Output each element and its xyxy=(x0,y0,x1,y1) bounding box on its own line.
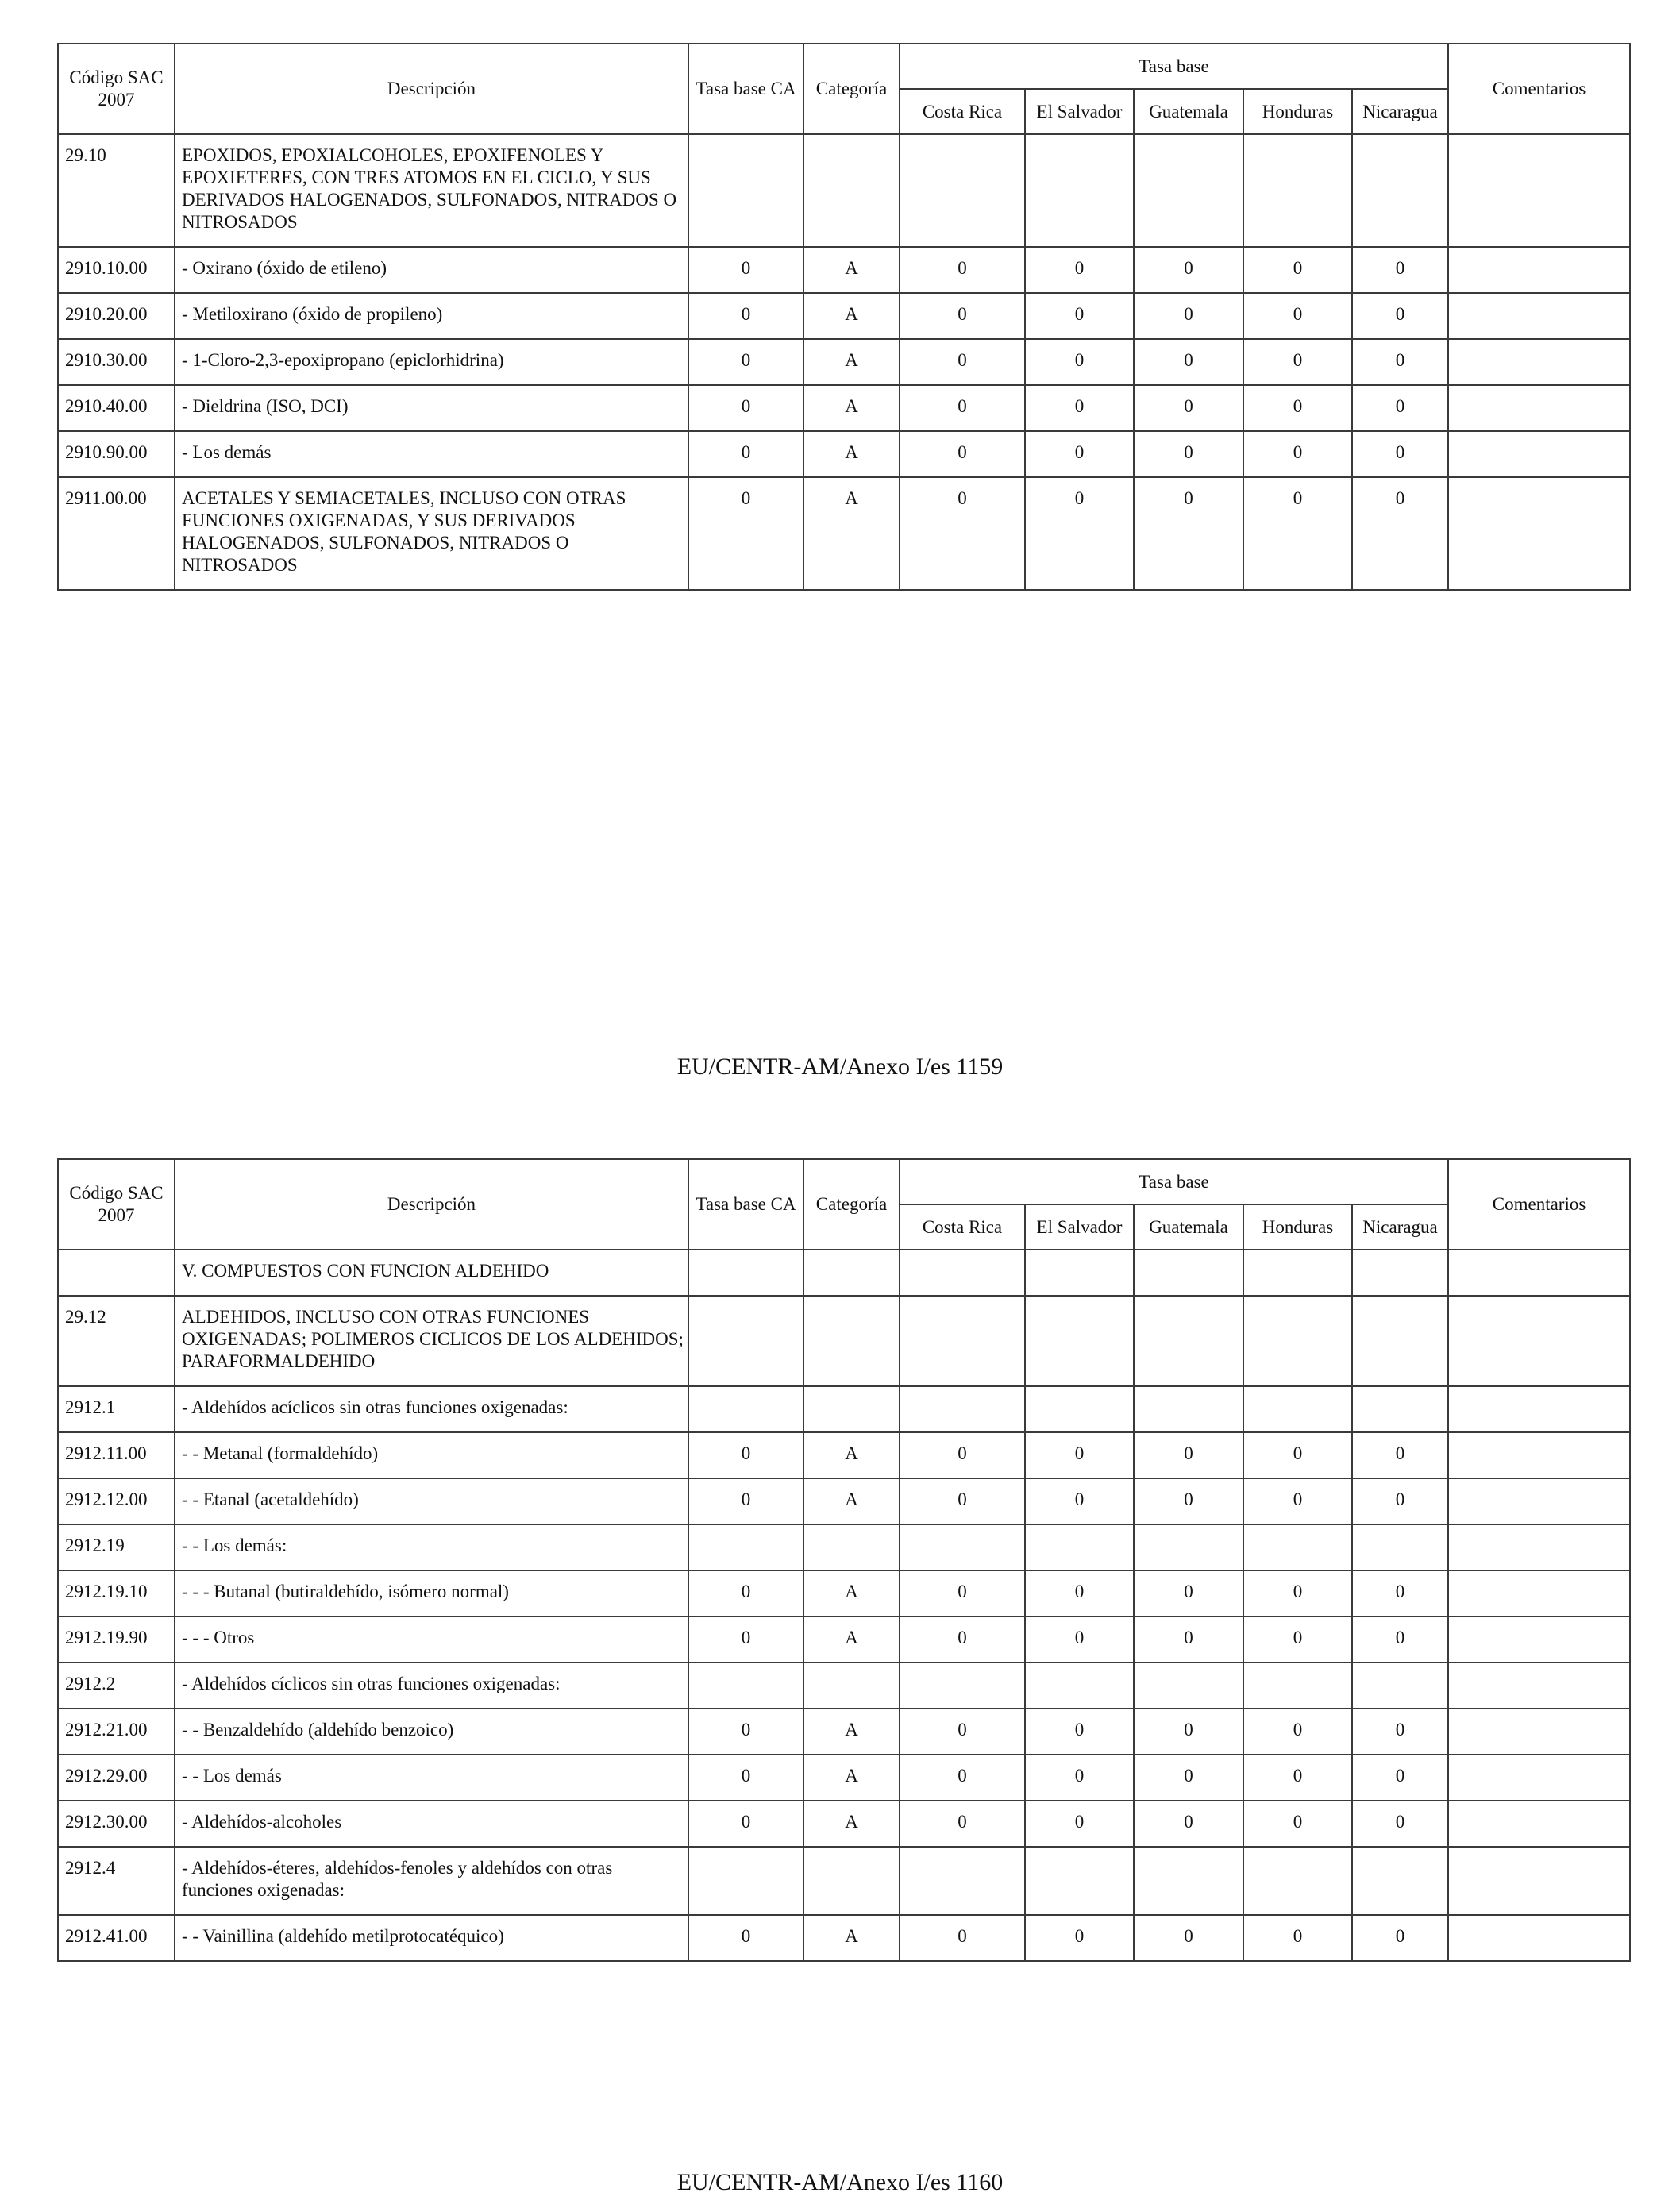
table-row xyxy=(58,431,1630,477)
table-row xyxy=(58,1915,1630,1961)
cell-codigo: 2910.90.00 xyxy=(58,431,175,477)
cell-nicaragua xyxy=(1352,1847,1448,1915)
cell-categoria: A xyxy=(803,293,900,339)
cell-honduras: 0 xyxy=(1243,293,1352,339)
table-row xyxy=(58,1570,1630,1616)
cell-el-salvador xyxy=(1025,1847,1134,1915)
cell-categoria xyxy=(803,1250,900,1296)
header-descripcion: Descripción xyxy=(175,1159,688,1250)
cell-honduras: 0 xyxy=(1243,1432,1352,1478)
cell-guatemala: 0 xyxy=(1134,1755,1243,1801)
cell-tasa-base-ca xyxy=(688,1386,803,1432)
cell-categoria xyxy=(803,1847,900,1915)
cell-categoria: A xyxy=(803,339,900,385)
table-row xyxy=(58,1524,1630,1570)
cell-codigo: 2912.30.00 xyxy=(58,1801,175,1847)
cell-comentarios xyxy=(1448,477,1630,590)
cell-nicaragua: 0 xyxy=(1352,1755,1448,1801)
cell-codigo: 2912.1 xyxy=(58,1386,175,1432)
cell-comentarios xyxy=(1448,134,1630,247)
cell-categoria: A xyxy=(803,1570,900,1616)
cell-honduras xyxy=(1243,1847,1352,1915)
header-tasa-base: Tasa base xyxy=(900,1159,1448,1204)
cell-guatemala: 0 xyxy=(1134,1616,1243,1663)
cell-costa-rica: 0 xyxy=(900,1432,1025,1478)
cell-el-salvador: 0 xyxy=(1025,385,1134,431)
header-nicaragua: Nicaragua xyxy=(1352,89,1448,134)
cell-guatemala: 0 xyxy=(1134,385,1243,431)
cell-tasa-base-ca: 0 xyxy=(688,431,803,477)
cell-tasa-base-ca: 0 xyxy=(688,1709,803,1755)
cell-nicaragua: 0 xyxy=(1352,1915,1448,1961)
cell-codigo: 2912.19.10 xyxy=(58,1570,175,1616)
cell-honduras: 0 xyxy=(1243,1570,1352,1616)
cell-el-salvador: 0 xyxy=(1025,1709,1134,1755)
page-number: EU/CENTR-AM/Anexo I/es 1159 xyxy=(676,1054,1004,1080)
table-row xyxy=(58,385,1630,431)
cell-codigo: 2912.4 xyxy=(58,1847,175,1915)
cell-costa-rica: 0 xyxy=(900,247,1025,293)
cell-honduras: 0 xyxy=(1243,431,1352,477)
cell-descripcion: - Metiloxirano (óxido de propileno) xyxy=(175,293,688,339)
cell-tasa-base-ca: 0 xyxy=(688,477,803,590)
cell-nicaragua: 0 xyxy=(1352,1709,1448,1755)
header-honduras: Honduras xyxy=(1243,1204,1352,1250)
cell-descripcion: - - Los demás: xyxy=(175,1524,688,1570)
cell-guatemala: 0 xyxy=(1134,1915,1243,1961)
cell-codigo: 2912.21.00 xyxy=(58,1709,175,1755)
cell-comentarios xyxy=(1448,1801,1630,1847)
cell-costa-rica: 0 xyxy=(900,1801,1025,1847)
cell-descripcion: - 1-Cloro-2,3-epoxipropano (epiclorhidrina) xyxy=(175,339,688,385)
cell-tasa-base-ca: 0 xyxy=(688,293,803,339)
cell-costa-rica: 0 xyxy=(900,385,1025,431)
cell-comentarios xyxy=(1448,1250,1630,1296)
cell-tasa-base-ca xyxy=(688,1250,803,1296)
cell-el-salvador xyxy=(1025,134,1134,247)
header-costa-rica: Costa Rica xyxy=(900,89,1025,134)
cell-comentarios xyxy=(1448,1570,1630,1616)
cell-nicaragua: 0 xyxy=(1352,1616,1448,1663)
cell-costa-rica: 0 xyxy=(900,1478,1025,1524)
cell-honduras xyxy=(1243,134,1352,247)
cell-codigo: 2912.29.00 xyxy=(58,1755,175,1801)
table-row xyxy=(58,247,1630,293)
cell-guatemala: 0 xyxy=(1134,1801,1243,1847)
cell-nicaragua xyxy=(1352,134,1448,247)
cell-costa-rica xyxy=(900,1524,1025,1570)
cell-guatemala xyxy=(1134,134,1243,247)
cell-nicaragua: 0 xyxy=(1352,1432,1448,1478)
header-guatemala: Guatemala xyxy=(1134,1204,1243,1250)
cell-nicaragua: 0 xyxy=(1352,339,1448,385)
table-row xyxy=(58,1616,1630,1663)
cell-el-salvador: 0 xyxy=(1025,293,1134,339)
cell-categoria: A xyxy=(803,1616,900,1663)
cell-comentarios xyxy=(1448,431,1630,477)
cell-honduras xyxy=(1243,1296,1352,1386)
header-codigo: Código SAC 2007 xyxy=(58,1159,175,1250)
cell-nicaragua: 0 xyxy=(1352,1478,1448,1524)
cell-codigo: 2910.40.00 xyxy=(58,385,175,431)
cell-codigo: 2912.12.00 xyxy=(58,1478,175,1524)
cell-honduras xyxy=(1243,1386,1352,1432)
cell-tasa-base-ca xyxy=(688,1524,803,1570)
cell-honduras: 0 xyxy=(1243,477,1352,590)
cell-comentarios xyxy=(1448,1847,1630,1915)
cell-guatemala xyxy=(1134,1250,1243,1296)
cell-descripcion: V. COMPUESTOS CON FUNCION ALDEHIDO xyxy=(175,1250,688,1296)
cell-el-salvador xyxy=(1025,1663,1134,1709)
cell-tasa-base-ca: 0 xyxy=(688,247,803,293)
cell-nicaragua xyxy=(1352,1250,1448,1296)
cell-categoria xyxy=(803,1524,900,1570)
cell-tasa-base-ca xyxy=(688,1663,803,1709)
cell-tasa-base-ca: 0 xyxy=(688,385,803,431)
cell-categoria: A xyxy=(803,385,900,431)
cell-honduras: 0 xyxy=(1243,1478,1352,1524)
cell-descripcion: ALDEHIDOS, INCLUSO CON OTRAS FUNCIONES OXIGENADAS; POLIMEROS CICLICOS DE LOS ALDEHIDOS; PARAFORMALDEHIDO xyxy=(175,1296,688,1386)
cell-tasa-base-ca: 0 xyxy=(688,1616,803,1663)
cell-tasa-base-ca xyxy=(688,1847,803,1915)
table-header xyxy=(58,44,1630,134)
table-row xyxy=(58,1663,1630,1709)
cell-honduras: 0 xyxy=(1243,1915,1352,1961)
cell-guatemala xyxy=(1134,1296,1243,1386)
cell-categoria: A xyxy=(803,1801,900,1847)
table-row xyxy=(58,339,1630,385)
cell-costa-rica: 0 xyxy=(900,1915,1025,1961)
cell-codigo: 2912.41.00 xyxy=(58,1915,175,1961)
cell-tasa-base-ca: 0 xyxy=(688,1801,803,1847)
cell-nicaragua: 0 xyxy=(1352,1801,1448,1847)
header-honduras: Honduras xyxy=(1243,89,1352,134)
cell-descripcion: - - Benzaldehído (aldehído benzoico) xyxy=(175,1709,688,1755)
cell-costa-rica xyxy=(900,1663,1025,1709)
cell-categoria xyxy=(803,1663,900,1709)
cell-descripcion: - Dieldrina (ISO, DCI) xyxy=(175,385,688,431)
cell-tasa-base-ca: 0 xyxy=(688,339,803,385)
cell-honduras: 0 xyxy=(1243,1709,1352,1755)
cell-categoria: A xyxy=(803,1755,900,1801)
cell-comentarios xyxy=(1448,1755,1630,1801)
cell-comentarios xyxy=(1448,293,1630,339)
table-row xyxy=(58,1478,1630,1524)
cell-el-salvador: 0 xyxy=(1025,1432,1134,1478)
cell-codigo: 29.10 xyxy=(58,134,175,247)
table-row xyxy=(58,1709,1630,1755)
cell-guatemala: 0 xyxy=(1134,477,1243,590)
cell-categoria: A xyxy=(803,1915,900,1961)
cell-comentarios xyxy=(1448,1663,1630,1709)
cell-comentarios xyxy=(1448,247,1630,293)
cell-costa-rica xyxy=(900,1847,1025,1915)
cell-costa-rica: 0 xyxy=(900,1755,1025,1801)
table-row xyxy=(58,134,1630,247)
table-row xyxy=(58,1296,1630,1386)
cell-guatemala xyxy=(1134,1663,1243,1709)
cell-el-salvador: 0 xyxy=(1025,1915,1134,1961)
cell-guatemala: 0 xyxy=(1134,1709,1243,1755)
cell-comentarios xyxy=(1448,1478,1630,1524)
cell-costa-rica: 0 xyxy=(900,1616,1025,1663)
table-body xyxy=(58,134,1630,590)
cell-codigo: 2912.19.90 xyxy=(58,1616,175,1663)
cell-el-salvador: 0 xyxy=(1025,1570,1134,1616)
tariff-table-1 xyxy=(57,43,1631,591)
cell-costa-rica: 0 xyxy=(900,431,1025,477)
cell-honduras xyxy=(1243,1250,1352,1296)
cell-nicaragua xyxy=(1352,1524,1448,1570)
cell-el-salvador xyxy=(1025,1386,1134,1432)
cell-comentarios xyxy=(1448,1524,1630,1570)
cell-honduras xyxy=(1243,1663,1352,1709)
cell-descripcion: - - - Otros xyxy=(175,1616,688,1663)
table-body xyxy=(58,1250,1630,1961)
cell-guatemala: 0 xyxy=(1134,1478,1243,1524)
header-codigo: Código SAC 2007 xyxy=(58,44,175,134)
cell-costa-rica xyxy=(900,1296,1025,1386)
cell-nicaragua: 0 xyxy=(1352,293,1448,339)
cell-codigo: 2910.20.00 xyxy=(58,293,175,339)
cell-guatemala: 0 xyxy=(1134,431,1243,477)
cell-nicaragua: 0 xyxy=(1352,477,1448,590)
cell-costa-rica: 0 xyxy=(900,293,1025,339)
table-row xyxy=(58,1801,1630,1847)
cell-el-salvador: 0 xyxy=(1025,1801,1134,1847)
cell-guatemala: 0 xyxy=(1134,293,1243,339)
cell-categoria: A xyxy=(803,1432,900,1478)
cell-codigo xyxy=(58,1250,175,1296)
cell-costa-rica xyxy=(900,1386,1025,1432)
cell-descripcion: - Los demás xyxy=(175,431,688,477)
table-row xyxy=(58,1847,1630,1915)
header-el-salvador: El Salvador xyxy=(1025,89,1134,134)
cell-el-salvador: 0 xyxy=(1025,247,1134,293)
table-row xyxy=(58,293,1630,339)
cell-comentarios xyxy=(1448,1915,1630,1961)
cell-descripcion: - - Metanal (formaldehído) xyxy=(175,1432,688,1478)
cell-honduras: 0 xyxy=(1243,1755,1352,1801)
cell-nicaragua xyxy=(1352,1296,1448,1386)
table-row xyxy=(58,1250,1630,1296)
cell-tasa-base-ca: 0 xyxy=(688,1755,803,1801)
cell-el-salvador: 0 xyxy=(1025,339,1134,385)
cell-nicaragua: 0 xyxy=(1352,431,1448,477)
table-header xyxy=(58,1159,1630,1250)
header-nicaragua: Nicaragua xyxy=(1352,1204,1448,1250)
cell-nicaragua xyxy=(1352,1386,1448,1432)
cell-comentarios xyxy=(1448,1616,1630,1663)
cell-el-salvador xyxy=(1025,1524,1134,1570)
cell-el-salvador: 0 xyxy=(1025,1755,1134,1801)
cell-el-salvador xyxy=(1025,1250,1134,1296)
cell-codigo: 2912.19 xyxy=(58,1524,175,1570)
cell-costa-rica xyxy=(900,1250,1025,1296)
cell-costa-rica: 0 xyxy=(900,477,1025,590)
header-costa-rica: Costa Rica xyxy=(900,1204,1025,1250)
cell-descripcion: - Aldehídos-éteres, aldehídos-fenoles y aldehídos con otras funciones oxigenadas: xyxy=(175,1847,688,1915)
cell-categoria xyxy=(803,134,900,247)
cell-honduras xyxy=(1243,1524,1352,1570)
cell-honduras: 0 xyxy=(1243,247,1352,293)
cell-categoria xyxy=(803,1296,900,1386)
header-tasa-base-ca: Tasa base CA xyxy=(688,44,803,134)
cell-codigo: 29.12 xyxy=(58,1296,175,1386)
cell-descripcion: - Aldehídos acíclicos sin otras funciones oxigenadas: xyxy=(175,1386,688,1432)
cell-el-salvador: 0 xyxy=(1025,431,1134,477)
cell-costa-rica xyxy=(900,134,1025,247)
cell-descripcion: - - Los demás xyxy=(175,1755,688,1801)
cell-honduras: 0 xyxy=(1243,339,1352,385)
cell-el-salvador xyxy=(1025,1296,1134,1386)
cell-guatemala xyxy=(1134,1847,1243,1915)
cell-categoria xyxy=(803,1386,900,1432)
cell-descripcion: - - Vainillina (aldehído metilprotocatéquico) xyxy=(175,1915,688,1961)
header-tasa-base-ca: Tasa base CA xyxy=(688,1159,803,1250)
cell-categoria: A xyxy=(803,431,900,477)
header-descripcion: Descripción xyxy=(175,44,688,134)
cell-tasa-base-ca: 0 xyxy=(688,1915,803,1961)
cell-descripcion: - Aldehídos cíclicos sin otras funciones oxigenadas: xyxy=(175,1663,688,1709)
cell-guatemala: 0 xyxy=(1134,339,1243,385)
cell-codigo: 2910.10.00 xyxy=(58,247,175,293)
cell-comentarios xyxy=(1448,339,1630,385)
cell-comentarios xyxy=(1448,385,1630,431)
cell-guatemala xyxy=(1134,1386,1243,1432)
page-number: EU/CENTR-AM/Anexo I/es 1160 xyxy=(676,2169,1004,2195)
cell-codigo: 2911.00.00 xyxy=(58,477,175,590)
cell-guatemala: 0 xyxy=(1134,247,1243,293)
cell-tasa-base-ca xyxy=(688,1296,803,1386)
cell-nicaragua: 0 xyxy=(1352,247,1448,293)
cell-codigo: 2912.2 xyxy=(58,1663,175,1709)
cell-el-salvador: 0 xyxy=(1025,477,1134,590)
cell-descripcion: - Oxirano (óxido de etileno) xyxy=(175,247,688,293)
table-row xyxy=(58,1432,1630,1478)
cell-descripcion: EPOXIDOS, EPOXIALCOHOLES, EPOXIFENOLES Y EPOXIETERES, CON TRES ATOMOS EN EL CICLO, Y SUS DERIVADOS HALOGENADOS, SULFONADOS, NITRADOS O NITROSADOS xyxy=(175,134,688,247)
cell-descripcion: - - Etanal (acetaldehído) xyxy=(175,1478,688,1524)
cell-tasa-base-ca: 0 xyxy=(688,1570,803,1616)
cell-tasa-base-ca: 0 xyxy=(688,1478,803,1524)
cell-comentarios xyxy=(1448,1296,1630,1386)
cell-honduras: 0 xyxy=(1243,1616,1352,1663)
cell-nicaragua xyxy=(1352,1663,1448,1709)
header-categoria: Categoría xyxy=(803,44,900,134)
cell-honduras: 0 xyxy=(1243,385,1352,431)
cell-tasa-base-ca xyxy=(688,134,803,247)
cell-categoria: A xyxy=(803,1478,900,1524)
header-comentarios: Comentarios xyxy=(1448,1159,1630,1250)
cell-comentarios xyxy=(1448,1432,1630,1478)
cell-el-salvador: 0 xyxy=(1025,1616,1134,1663)
cell-guatemala: 0 xyxy=(1134,1432,1243,1478)
cell-comentarios xyxy=(1448,1386,1630,1432)
cell-descripcion: - Aldehídos-alcoholes xyxy=(175,1801,688,1847)
cell-categoria: A xyxy=(803,1709,900,1755)
header-tasa-base: Tasa base xyxy=(900,44,1448,89)
header-guatemala: Guatemala xyxy=(1134,89,1243,134)
table-row xyxy=(58,1755,1630,1801)
cell-categoria: A xyxy=(803,477,900,590)
cell-comentarios xyxy=(1448,1709,1630,1755)
header-categoria: Categoría xyxy=(803,1159,900,1250)
table-row xyxy=(58,1386,1630,1432)
tariff-table-2 xyxy=(57,1158,1631,1962)
table-row xyxy=(58,477,1630,590)
cell-guatemala xyxy=(1134,1524,1243,1570)
cell-honduras: 0 xyxy=(1243,1801,1352,1847)
cell-nicaragua: 0 xyxy=(1352,1570,1448,1616)
cell-costa-rica: 0 xyxy=(900,1570,1025,1616)
cell-descripcion: ACETALES Y SEMIACETALES, INCLUSO CON OTRAS FUNCIONES OXIGENADAS, Y SUS DERIVADOS HALOGENADOS, SULFONADOS, NITRADOS O NITROSADOS xyxy=(175,477,688,590)
cell-costa-rica: 0 xyxy=(900,1709,1025,1755)
cell-nicaragua: 0 xyxy=(1352,385,1448,431)
cell-costa-rica: 0 xyxy=(900,339,1025,385)
cell-el-salvador: 0 xyxy=(1025,1478,1134,1524)
cell-codigo: 2910.30.00 xyxy=(58,339,175,385)
cell-tasa-base-ca: 0 xyxy=(688,1432,803,1478)
cell-guatemala: 0 xyxy=(1134,1570,1243,1616)
header-el-salvador: El Salvador xyxy=(1025,1204,1134,1250)
header-comentarios: Comentarios xyxy=(1448,44,1630,134)
cell-categoria: A xyxy=(803,247,900,293)
cell-codigo: 2912.11.00 xyxy=(58,1432,175,1478)
cell-descripcion: - - - Butanal (butiraldehído, isómero normal) xyxy=(175,1570,688,1616)
